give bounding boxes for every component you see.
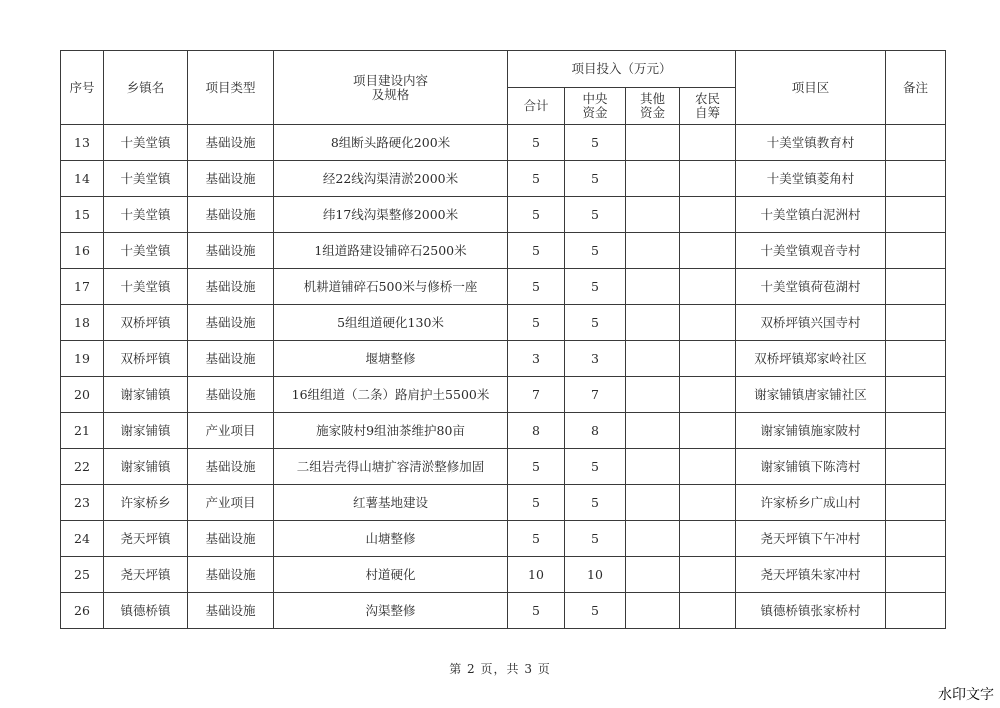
cell-other	[626, 449, 680, 485]
cell-area: 谢家铺镇下陈湾村	[736, 449, 886, 485]
cell-central: 5	[565, 593, 626, 629]
header-note: 备注	[886, 51, 946, 125]
cell-town: 谢家铺镇	[104, 413, 188, 449]
cell-seq: 26	[61, 593, 104, 629]
cell-other	[626, 269, 680, 305]
header-content	[274, 51, 508, 125]
cell-total: 10	[508, 557, 565, 593]
cell-content: 8组断头路硬化200米	[274, 125, 508, 161]
cell-town: 谢家铺镇	[104, 377, 188, 413]
cell-farmer	[680, 485, 736, 521]
table-row	[61, 233, 946, 269]
cell-content: 1组道路建设铺碎石2500米	[274, 233, 508, 269]
cell-area: 尧天坪镇朱家冲村	[736, 557, 886, 593]
cell-note	[886, 341, 946, 377]
table-row	[61, 485, 946, 521]
cell-farmer	[680, 449, 736, 485]
cell-other	[626, 557, 680, 593]
cell-central: 5	[565, 161, 626, 197]
cell-town: 十美堂镇	[104, 233, 188, 269]
cell-total: 5	[508, 125, 565, 161]
cell-town: 十美堂镇	[104, 269, 188, 305]
cell-farmer	[680, 557, 736, 593]
cell-area: 十美堂镇观音寺村	[736, 233, 886, 269]
cell-central: 10	[565, 557, 626, 593]
table-row	[61, 449, 946, 485]
cell-total: 5	[508, 161, 565, 197]
cell-seq: 25	[61, 557, 104, 593]
cell-total: 8	[508, 413, 565, 449]
header-farmer	[680, 88, 736, 125]
cell-farmer	[680, 377, 736, 413]
cell-other	[626, 413, 680, 449]
table-body	[61, 125, 946, 629]
cell-seq: 17	[61, 269, 104, 305]
cell-area: 谢家铺镇唐家铺社区	[736, 377, 886, 413]
cell-area: 十美堂镇菱角村	[736, 161, 886, 197]
cell-seq: 15	[61, 197, 104, 233]
cell-note	[886, 269, 946, 305]
cell-area: 谢家铺镇施家陂村	[736, 413, 886, 449]
cell-town: 镇德桥镇	[104, 593, 188, 629]
cell-central: 5	[565, 197, 626, 233]
cell-content: 16组组道（二条）路肩护土5500米	[274, 377, 508, 413]
cell-total: 5	[508, 269, 565, 305]
cell-content: 经22线沟渠清淤2000米	[274, 161, 508, 197]
header-other-line1: 其他	[639, 91, 665, 106]
cell-seq: 21	[61, 413, 104, 449]
header-central-line1: 中央	[582, 91, 608, 106]
cell-content: 沟渠整修	[274, 593, 508, 629]
cell-town: 双桥坪镇	[104, 341, 188, 377]
cell-type: 产业项目	[188, 485, 274, 521]
cell-farmer	[680, 269, 736, 305]
cell-seq: 23	[61, 485, 104, 521]
cell-type: 产业项目	[188, 413, 274, 449]
cell-farmer	[680, 197, 736, 233]
header-seq: 序号	[61, 51, 104, 125]
page-footer: 第 2 页，共 3 页	[449, 662, 551, 676]
header-type: 项目类型	[188, 51, 274, 125]
cell-area: 十美堂镇白泥洲村	[736, 197, 886, 233]
cell-town: 许家桥乡	[104, 485, 188, 521]
cell-other	[626, 161, 680, 197]
cell-content: 机耕道铺碎石500米与修桥一座	[274, 269, 508, 305]
header-other	[626, 88, 680, 125]
cell-type: 基础设施	[188, 341, 274, 377]
header-content-line2: 及规格	[371, 86, 410, 102]
header-total: 合计	[508, 88, 565, 125]
cell-other	[626, 305, 680, 341]
cell-other	[626, 521, 680, 557]
cell-note	[886, 593, 946, 629]
cell-note	[886, 305, 946, 341]
header-row	[61, 51, 946, 88]
project-table	[60, 50, 946, 629]
cell-central: 3	[565, 341, 626, 377]
cell-central: 8	[565, 413, 626, 449]
header-content-line1: 项目建设内容	[352, 72, 428, 88]
cell-seq: 24	[61, 521, 104, 557]
cell-area: 许家桥乡广成山村	[736, 485, 886, 521]
cell-total: 7	[508, 377, 565, 413]
cell-area: 镇德桥镇张家桥村	[736, 593, 886, 629]
cell-seq: 18	[61, 305, 104, 341]
cell-type: 基础设施	[188, 521, 274, 557]
cell-note	[886, 377, 946, 413]
cell-other	[626, 233, 680, 269]
cell-central: 5	[565, 305, 626, 341]
cell-farmer	[680, 125, 736, 161]
cell-area: 尧天坪镇下午冲村	[736, 521, 886, 557]
cell-other	[626, 485, 680, 521]
cell-total: 5	[508, 233, 565, 269]
table-row	[61, 305, 946, 341]
header-central-line2: 资金	[582, 105, 608, 120]
cell-note	[886, 485, 946, 521]
cell-area: 十美堂镇荷苞湖村	[736, 269, 886, 305]
cell-content: 纬17线沟渠整修2000米	[274, 197, 508, 233]
cell-total: 3	[508, 341, 565, 377]
cell-central: 5	[565, 269, 626, 305]
cell-central: 7	[565, 377, 626, 413]
cell-farmer	[680, 413, 736, 449]
cell-content: 5组组道硬化130米	[274, 305, 508, 341]
cell-other	[626, 125, 680, 161]
header-area: 项目区	[736, 51, 886, 125]
cell-note	[886, 557, 946, 593]
cell-type: 基础设施	[188, 449, 274, 485]
header-investment: 项目投入（万元）	[508, 51, 736, 88]
cell-seq: 22	[61, 449, 104, 485]
cell-farmer	[680, 161, 736, 197]
cell-town: 谢家铺镇	[104, 449, 188, 485]
cell-type: 基础设施	[188, 269, 274, 305]
cell-total: 5	[508, 521, 565, 557]
cell-seq: 19	[61, 341, 104, 377]
cell-other	[626, 377, 680, 413]
cell-note	[886, 197, 946, 233]
cell-farmer	[680, 305, 736, 341]
cell-content: 二组岩壳得山塘扩容清淤整修加固	[274, 449, 508, 485]
cell-type: 基础设施	[188, 233, 274, 269]
cell-seq: 13	[61, 125, 104, 161]
cell-farmer	[680, 521, 736, 557]
cell-central: 5	[565, 485, 626, 521]
cell-note	[886, 521, 946, 557]
cell-content: 村道硬化	[274, 557, 508, 593]
cell-content: 红薯基地建设	[274, 485, 508, 521]
header-town: 乡镇名	[104, 51, 188, 125]
cell-other	[626, 593, 680, 629]
cell-central: 5	[565, 521, 626, 557]
table-row	[61, 125, 946, 161]
table-row	[61, 377, 946, 413]
cell-farmer	[680, 341, 736, 377]
cell-note	[886, 161, 946, 197]
cell-town: 十美堂镇	[104, 161, 188, 197]
cell-content: 施家陂村9组油茶维护80亩	[274, 413, 508, 449]
cell-other	[626, 341, 680, 377]
cell-town: 十美堂镇	[104, 125, 188, 161]
cell-note	[886, 413, 946, 449]
cell-town: 尧天坪镇	[104, 557, 188, 593]
cell-type: 基础设施	[188, 305, 274, 341]
cell-central: 5	[565, 449, 626, 485]
watermark-text: 水印文字	[938, 687, 994, 703]
cell-type: 基础设施	[188, 197, 274, 233]
cell-type: 基础设施	[188, 161, 274, 197]
table-row	[61, 521, 946, 557]
cell-seq: 14	[61, 161, 104, 197]
table-row	[61, 593, 946, 629]
cell-area: 双桥坪镇兴国寺村	[736, 305, 886, 341]
cell-town: 双桥坪镇	[104, 305, 188, 341]
table-row	[61, 197, 946, 233]
cell-note	[886, 449, 946, 485]
cell-total: 5	[508, 449, 565, 485]
table-row	[61, 341, 946, 377]
table-row	[61, 557, 946, 593]
cell-seq: 16	[61, 233, 104, 269]
cell-content: 堰塘整修	[274, 341, 508, 377]
cell-type: 基础设施	[188, 557, 274, 593]
cell-town: 尧天坪镇	[104, 521, 188, 557]
header-other-line2: 资金	[639, 105, 665, 120]
table-row	[61, 269, 946, 305]
cell-farmer	[680, 593, 736, 629]
cell-type: 基础设施	[188, 593, 274, 629]
cell-town: 十美堂镇	[104, 197, 188, 233]
cell-type: 基础设施	[188, 377, 274, 413]
cell-central: 5	[565, 125, 626, 161]
cell-area: 双桥坪镇郑家岭社区	[736, 341, 886, 377]
cell-area: 十美堂镇教育村	[736, 125, 886, 161]
cell-total: 5	[508, 593, 565, 629]
cell-note	[886, 233, 946, 269]
cell-central: 5	[565, 233, 626, 269]
cell-total: 5	[508, 305, 565, 341]
header-farmer-line2: 自筹	[694, 105, 720, 120]
cell-note	[886, 125, 946, 161]
cell-farmer	[680, 233, 736, 269]
cell-content: 山塘整修	[274, 521, 508, 557]
cell-type: 基础设施	[188, 125, 274, 161]
table-row	[61, 161, 946, 197]
cell-other	[626, 197, 680, 233]
header-farmer-line1: 农民	[694, 91, 720, 106]
cell-total: 5	[508, 197, 565, 233]
cell-seq: 20	[61, 377, 104, 413]
header-central	[565, 88, 626, 125]
cell-total: 5	[508, 485, 565, 521]
table-row	[61, 413, 946, 449]
